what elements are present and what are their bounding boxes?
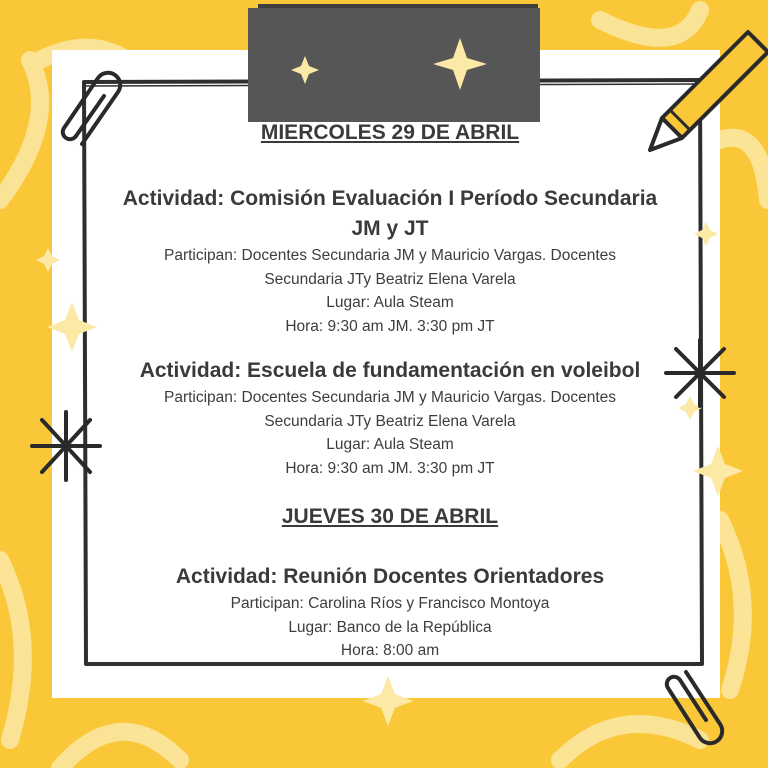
activity-participants: Participan: Docentes Secundaria JM y Mauricio Vargas. Docentes	[163, 247, 616, 264]
schedule-content	[86, 116, 694, 662]
activity-title: Actividad: Reunión Docentes Orientadores	[175, 565, 605, 588]
tape-sparkles	[248, 8, 540, 122]
activity-title: Actividad: Comisión Evaluación I Período Secundaria	[122, 187, 658, 210]
activity-time: Hora: 8:00 am	[340, 642, 440, 659]
activity-time: Hora: 9:30 am JM. 3:30 pm JT	[285, 459, 495, 477]
activity-place: Lugar: Aula Steam	[326, 294, 454, 311]
activity-block	[86, 562, 694, 662]
activity-place: Lugar: Banco de la República	[288, 618, 492, 636]
activity-block	[86, 184, 694, 338]
activity-block	[86, 356, 694, 480]
activity-participants: Participan: Docentes Secundaria JM y Mauricio Vargas. Docentes	[163, 389, 616, 406]
activity-participants-cont: Secundaria JTy Beatriz Elena Varela	[264, 412, 516, 430]
activity-place: Lugar: Aula Steam	[326, 436, 454, 453]
day-heading: JUEVES 30 DE ABRIL	[281, 505, 499, 528]
activity-title: Actividad: Escuela de fundamentación en voleibol	[139, 359, 641, 382]
activity-participants-cont: Secundaria JTy Beatriz Elena Varela	[264, 270, 516, 288]
activity-participants: Participan: Carolina Ríos y Francisco Montoya	[230, 595, 550, 612]
day-heading: MIERCOLES 29 DE ABRIL	[260, 121, 520, 144]
activity-time: Hora: 9:30 am JM. 3:30 pm JT	[285, 317, 495, 335]
activity-title-cont: JM y JT	[351, 217, 429, 240]
